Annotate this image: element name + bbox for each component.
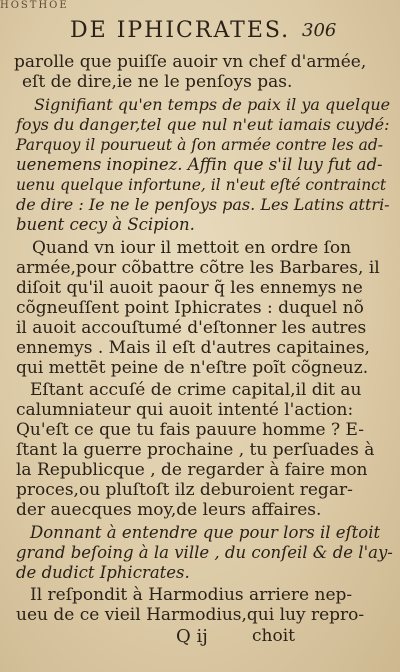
italic-line: Signifiant qu'en temps de paix il ya quelque [34,95,391,114]
running-title: DE IPHICRATES. [70,18,291,43]
text-line: ueu de ce vieil Harmodius,qui luy repro- [16,605,365,625]
text-line: ſtant la guerre prochaine , tu perſuades à [16,440,375,460]
italic-line: de dudict Iphicrates. [16,563,190,582]
text-line: parolle que puiſſe auoir vn chef d'armée, [14,52,367,72]
text-line: der auecques moy,de leurs affaires. [16,500,322,520]
page-number: 306 [302,20,337,41]
text-line: eſt de dire,ie ne le penſoys pas. [22,72,293,92]
italic-line: foys du danger,tel que nul n'eut iamais cuydé: [16,115,390,134]
italic-line: buent cecy à Scipion. [16,215,195,234]
italic-line: de dire : Ie ne le penſoys pas. Les Latins attri- [16,195,390,214]
text-line: Eſtant accuſé de crime capital,il dit au [30,380,362,400]
text-line: Quand vn iour il mettoit en ordre ſon [32,238,352,258]
trimmed-top-edge-text: HOSTHOE [0,0,69,11]
text-line: Il reſpondit à Harmodius arriere nep- [30,585,353,605]
italic-line: Donnant à entendre que pour lors il eſtoit [30,523,381,542]
text-line: diſoit qu'il auoit paour q̃ les ennemys ne [16,278,363,298]
italic-line: uenemens inopinez. Affin que s'il luy fut ad- [16,155,383,174]
text-line: cõgneuſſent point Iphicrates : duquel nõ [16,298,364,318]
text-line: proces,ou pluſtoſt ilz deburoient regar- [16,480,353,500]
text-line: ennemys . Mais il eſt d'autres capitaines, [16,338,370,358]
italic-line: uenu quelque infortune, il n'eut eſté contrainct [16,176,387,194]
page-footer [0,626,400,652]
text-line: calumniateur qui auoit intenté l'action: [16,400,354,420]
text-line: Qu'eſt ce que tu fais pauure homme ? E- [16,420,364,440]
text-line: la Republicque , de regarder à faire mon [16,460,368,480]
catchword: choit [252,626,295,646]
signature-mark: Q ij [176,626,208,647]
italic-line: grand beſoing à la ville , du conſeil & de l'ay- [16,543,393,562]
text-line: armée,pour cõbattre cõtre les Barbares, il [16,258,380,278]
italic-line: Parquoy il pourueut à ſon armée contre les ad- [16,136,383,154]
text-line: qui mettēt peine de n'eſtre poĩt cõgneuz. [16,358,369,378]
text-line: il auoit accouſtumé d'eſtonner les autres [16,318,367,338]
